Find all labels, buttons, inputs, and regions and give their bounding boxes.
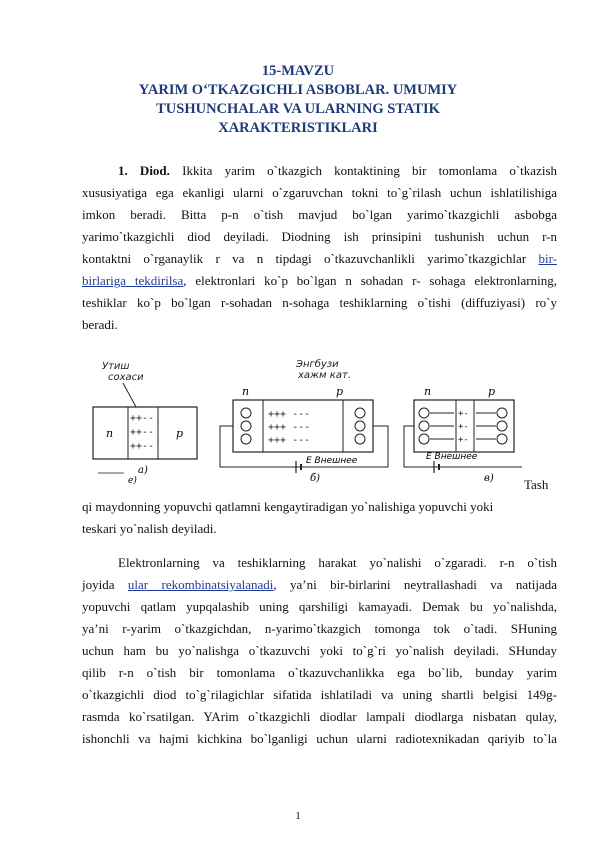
text-line: rasmda ko`rsatilgan. YArim o`tkazgichli diodlar lampali diodlarga nisbatan qulay, bbox=[82, 709, 557, 724]
tail-word: Tash bbox=[524, 477, 549, 492]
fig-caption-b: б) bbox=[310, 473, 321, 484]
fig-e-label-c: E Внешнее bbox=[426, 452, 478, 462]
fig-label-a-top: Утиш bbox=[102, 361, 130, 372]
text-line: Elektronlarning va teshiklarning harakat yo`nalishi o`zgaradi. r-n o`tish bbox=[118, 555, 557, 570]
fig-label-b-top: Энгбузи bbox=[296, 359, 339, 370]
fig-p-c: p bbox=[488, 385, 496, 398]
text-span: Ikkita yarim o`tkazgich kontaktining bir tomonlama o`tkazish bbox=[182, 163, 558, 178]
link-bir-birlariga[interactable]: bir- bbox=[538, 251, 557, 266]
fig-n-c: n bbox=[424, 385, 432, 398]
text-span: kontaktni o`rganaylik r va n tipdagi o`tkazuvchanlikli yarimo`tkazgichlar bbox=[82, 251, 527, 266]
fig-caption-e: e) bbox=[128, 476, 137, 486]
text-line: o`tkazgichli diod to`g`rilagichlar sifatida ishlatiladi va uning shartli belgisi 149g- bbox=[82, 687, 557, 702]
text-span: , elektronlari ko`p bo`lgan n sohadan r- sohaga elektronlarning, bbox=[183, 273, 557, 288]
page-number: 1 bbox=[295, 810, 301, 822]
svg-text:++--: ++-- bbox=[130, 413, 155, 424]
svg-text:++--: ++-- bbox=[130, 427, 155, 438]
text-line bbox=[82, 574, 557, 596]
text-line bbox=[82, 270, 557, 292]
fig-n-a: n bbox=[106, 427, 114, 440]
text-line: xususiyatiga ega ekanligi ularni o`zgaruvchan tokni to`g`rilash uchun ishlatilishiga bbox=[82, 185, 557, 200]
title-line-1: 15-MAVZU bbox=[261, 63, 335, 79]
svg-text:+-: +- bbox=[458, 409, 469, 419]
text-line: yarimo`tkazgichli diod deyiladi. Diodning ish prinsipini tushunish uchun r-n bbox=[82, 229, 557, 244]
svg-text:+-: +- bbox=[458, 435, 469, 445]
link-rekombinatsiya[interactable]: ular rekombinatsiyalanadi bbox=[127, 577, 274, 592]
title-line-2: YARIM O‘TKAZGICHLI ASBOBLAR. UMUMIY bbox=[138, 82, 458, 98]
title-line-4: XARAKTERISTIKLARI bbox=[218, 120, 378, 136]
fig-label-b-top2: хажм кат. bbox=[298, 370, 351, 381]
text-line bbox=[82, 248, 557, 270]
fig-caption-c: в) bbox=[484, 473, 494, 484]
svg-text:+-: +- bbox=[458, 422, 469, 432]
text-line: qi maydonning yopuvchi qatlamni kengaytiradigan yo`nalishiga yopuvchi yoki bbox=[82, 499, 494, 514]
fig-p-a: p bbox=[176, 427, 184, 440]
text-line: qilib r-n o`tish bir tomonlama o`tkazuvchanlikka ega bo`lib, bunday yarim bbox=[82, 665, 557, 680]
fig-n-b: n bbox=[242, 385, 250, 398]
fig-label-a-top2: сохаси bbox=[108, 372, 144, 383]
text-line: imkon beradi. Bitta p-n o`tish mavjud bo`lgan yarimo`tkazgichli asbobga bbox=[82, 207, 557, 222]
text-line: yopuvchi qatlam yupqalashib uning qarshiligi kamayadi. Demak bu yo`nalishda, bbox=[82, 599, 557, 614]
link-bir-birlariga-cont[interactable]: birlariga tekdirilsa bbox=[82, 273, 184, 288]
text-line: teskari yo`nalish deyiladi. bbox=[82, 521, 217, 536]
fig-caption-a: a) bbox=[138, 465, 148, 476]
svg-text:+++ ---: +++ --- bbox=[268, 435, 311, 446]
fig-p-b: p bbox=[336, 385, 344, 398]
svg-text:+++ ---: +++ --- bbox=[268, 422, 311, 433]
text-span: , ya’ni bir-birlarini neytrallashadi va natijada bbox=[273, 577, 558, 592]
text-line bbox=[118, 160, 557, 182]
text-line: ishonchli va hajmi kichkina bo`lganligi uchun ularni radiotexnikadan qariyib to`la bbox=[82, 731, 557, 746]
text-span: joyida bbox=[82, 577, 115, 592]
text-line: teshiklar ko`p bo`lgan r-sohadan n-sohaga teshiklarning o`tishi (diffuziyasi) ro`y bbox=[82, 295, 557, 310]
fig-e-label-b: E Внешнее bbox=[306, 456, 358, 466]
svg-text:+++ ---: +++ --- bbox=[268, 409, 311, 420]
section-heading: 1. Diod. bbox=[118, 163, 170, 178]
text-line: ya’ni r-yarim o`tkazgichdan, n-yarimo`tkazgich tomonga tok o`tadi. SHuning bbox=[82, 621, 557, 636]
title-line-3: TUSHUNCHALAR VA ULARNING STATIK bbox=[156, 101, 440, 117]
svg-text:++--: ++-- bbox=[130, 441, 155, 452]
text-line: beradi. bbox=[82, 317, 118, 332]
text-line: uchun ham bu yo`nalishga o`tkazuvchi yoki to`g`ri yo`nalish deyiladi. SHunday bbox=[82, 643, 557, 658]
pn-junction-figure bbox=[88, 355, 522, 487]
